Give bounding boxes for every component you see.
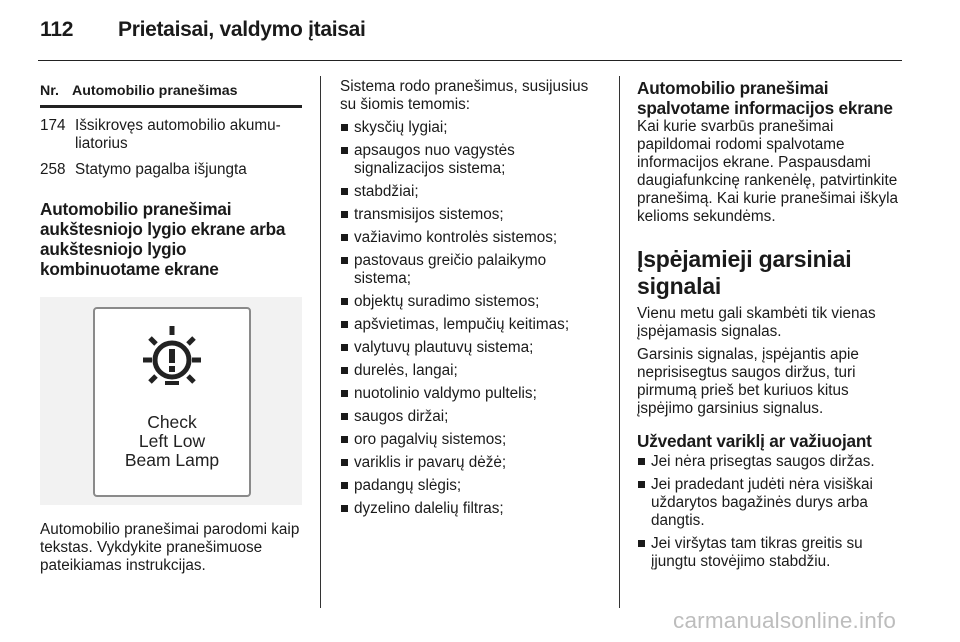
- table-header-number: Nr.: [40, 83, 59, 99]
- column-1: [40, 78, 302, 575]
- list-item: valytuvų plautuvų sistema;: [340, 339, 602, 357]
- column-3: [637, 78, 903, 571]
- display-line: Beam Lamp: [124, 450, 220, 470]
- section-heading-driving: Užvedant variklį ar važiuojant: [637, 431, 872, 451]
- table-cell-message: Išsikrovęs automobilio akumu-liatorius: [75, 117, 281, 152]
- chime-condition-list: [637, 453, 903, 571]
- list-item: apšvietimas, lempučių keitimas;: [340, 316, 602, 334]
- display-illustration: [40, 297, 302, 505]
- list-item: objektų suradimo sistemos;: [340, 293, 602, 311]
- table-cell-number: 174: [40, 117, 66, 134]
- intro-paragraph: Sistema rodo pranešimus, susijusius su šiomis temomis:: [340, 78, 589, 113]
- list-item: transmisijos sistemos;: [340, 206, 602, 224]
- column-divider-1: [320, 76, 321, 608]
- list-item: oro pagalvių sistemos;: [340, 431, 602, 449]
- body-paragraph: Automobilio pranešimai parodomi kaip tekstas. Vykdykite pranešimuose pateikiamas instrukcijas.: [40, 521, 300, 574]
- list-item: skysčių lygiai;: [340, 119, 602, 137]
- table-row: [40, 117, 302, 153]
- watermark: carmanualsonline.info: [673, 608, 897, 633]
- list-item: dyzelino dalelių filtras;: [340, 500, 602, 518]
- table-cell-message: Statymo pagalba išjungta: [75, 161, 247, 178]
- list-item: variklis ir pavarų dėžė;: [340, 454, 602, 472]
- section-heading-color-display: Automobilio pranešimai spalvotame informacijos ekrane: [637, 78, 893, 118]
- list-item: važiavimo kontrolės sistemos;: [340, 229, 602, 247]
- table-cell-number: 258: [40, 161, 66, 178]
- headlamp-warning-icon: [135, 323, 209, 397]
- display-line: Check: [147, 412, 197, 432]
- page-title: Prietaisai, valdymo įtaisai: [118, 18, 366, 41]
- list-item: saugos diržai;: [340, 408, 602, 426]
- list-item: pastovaus greičio palaikymo sistema;: [340, 252, 602, 288]
- topic-list: [340, 119, 602, 518]
- message-table-header: [40, 78, 302, 108]
- page-number: 112: [40, 18, 74, 41]
- list-item: stabdžiai;: [340, 183, 602, 201]
- header-divider: [38, 60, 902, 61]
- list-item: Jei pradedant judėti nėra visiškai uždarytos bagažinės durys arba dangtis.: [637, 476, 903, 530]
- display-line: Left Low: [138, 431, 206, 451]
- list-item: Jei viršytas tam tikras greitis su įjungtu stovėjimo stabdžiu.: [637, 535, 903, 571]
- list-item: nuotolinio valdymo pultelis;: [340, 385, 602, 403]
- list-item: apsaugos nuo vagystės signalizacijos sistema;: [340, 142, 602, 178]
- list-item: Jei nėra prisegtas saugos diržas.: [637, 453, 903, 471]
- table-header-message: Automobilio pranešimas: [72, 83, 238, 99]
- body-paragraph: Vienu metu gali skambėti tik vienas įspėjamasis signalas.: [637, 305, 876, 340]
- section-heading-advanced-display: Automobilio pranešimai aukštesniojo lygio ekrane arba aukštesniojo lygio kombinuotame ekrane: [40, 199, 286, 279]
- body-paragraph: Kai kurie svarbūs pranešimai papildomai rodomi spalvotame informacijos ekrane. Paspausdami daugiafunkcinę rankenėlę, patvirtinkite pranešimą. Kai kurie pranešimai iškyla kelioms sekundėms.: [637, 118, 899, 225]
- display-message: [95, 413, 249, 470]
- list-item: padangų slėgis;: [340, 477, 602, 495]
- display-panel: [93, 307, 251, 497]
- list-item: durelės, langai;: [340, 362, 602, 380]
- table-row: [40, 161, 302, 179]
- section-heading-warning-chimes: Įspėjamieji garsiniai signalai: [637, 246, 852, 299]
- column-divider-2: [619, 76, 620, 608]
- column-2: [340, 78, 602, 518]
- body-paragraph: Garsinis signalas, įspėjantis apie neprisisegtus saugos diržus, turi pirmumą prieš bet kuriuos kitus įspėjimo garsinius signalus.: [637, 346, 859, 417]
